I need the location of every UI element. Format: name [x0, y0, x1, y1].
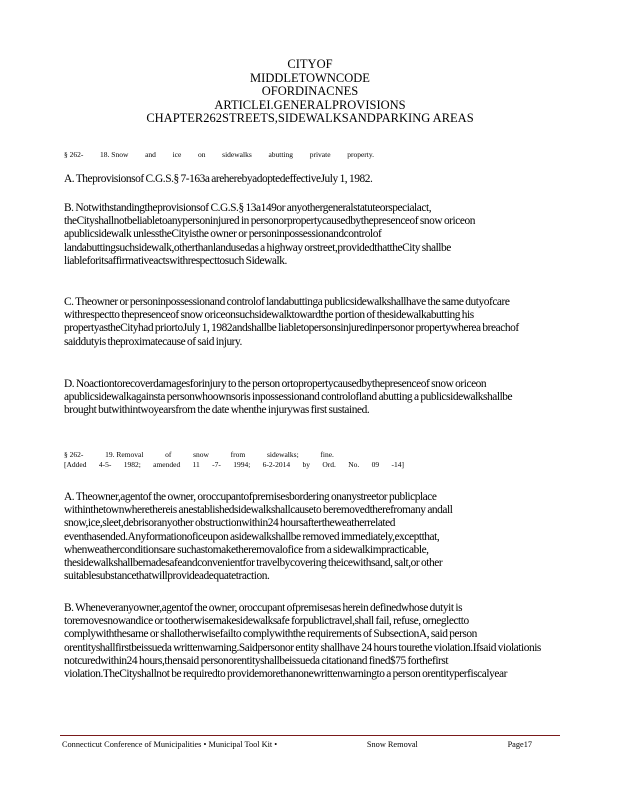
amendment-word: 4-5-	[98, 460, 112, 469]
footer-topic: Snow Removal	[366, 740, 418, 749]
heading-word: and	[145, 150, 156, 159]
amendment-word: 1982;	[123, 460, 141, 469]
footer-rule	[60, 735, 560, 736]
section-18-heading	[64, 150, 374, 159]
heading-word: § 262-	[64, 450, 84, 459]
footer-page-number: Page17	[507, 740, 532, 749]
paragraph-19-b: B. Wheneveranyowner,agentof the owner, oroccupant ofpremisesas herein definedwhose dutyit is toremovesnowandice or tootherwisemakesidewalksafe forpublictravel,shall fail, refuse, orneglectto complywiththesame or shallotherwisefailto complywiththe requirements of SubsectionA, said person orentityshallfirstbeissueda writtenwarning.Saidpersonor entity shallhave 24 hours tourethe violation.Ifsaid violationis notcuredwithin24 hours,thensaid personorentityshallbeissueda citationand fined$75 forthefirst violation.TheCityshallnot be requiredto providemorethanonewrittenwarningto a person orentityperfiscalyear	[64, 602, 541, 681]
header-ordinances: OFORDINACNES	[261, 84, 359, 98]
section-19-amendment	[64, 460, 404, 470]
heading-word: on	[198, 150, 206, 159]
section-19-title	[64, 450, 334, 460]
header-article: ARTICLEI.GENERALPROVISIONS	[214, 97, 406, 112]
heading-word: fine.	[320, 450, 334, 459]
amendment-word: Ord.	[322, 460, 336, 469]
document-header	[60, 58, 560, 126]
heading-word: 18. Snow	[100, 150, 129, 159]
header-city: CITYOF	[287, 57, 333, 71]
paragraph-19-a: A. Theowner,agentof the owner, oroccupantofpremisesbordering onanystreetor publicplace withinthetownwherethereis anestablishedsidewalkshallcauseto beremovedtherefromany andall snow,ice,sleet,debrisoranyother obstructionwithin24 hoursaftertheweatherrelated eventhasended.Anyformationoficeupon asidewalkshallbe removed immediately,exceptthat, whenweatherconditionsare suchastomaketheremovalofice from a sidewalkimpracticable, thesidewalkshallbemadesafeandconvenientfor travelbycovering theicewithsand, salt,or other suitablesubstancethatwillprovideadequatetraction.	[64, 491, 453, 583]
amendment-word: 11	[192, 460, 200, 469]
heading-word: § 262-	[64, 150, 84, 159]
heading-word: property.	[347, 150, 374, 159]
heading-word: sidewalks	[222, 150, 252, 159]
heading-word: of	[165, 450, 172, 459]
heading-word: abutting	[268, 150, 294, 159]
amendment-word: amended	[153, 460, 181, 469]
heading-word: sidewalks;	[266, 450, 299, 459]
amendment-word: 1994;	[233, 460, 251, 469]
amendment-word: -14]	[391, 460, 404, 469]
paragraph-18-b: B. Notwithstandingtheprovisionsof C.G.S.§ 13a149or anyothergeneralstatuteorspecialact, theCityshallnotbeliabletoanypersoninjured in personorpropertycausedbythepresenceof snow oriceon apublicsidewalk unlesstheCityisthe owner or personinpossessionandcontrolof landabuttingsuchsidewalk,otherthanlandusedas a highway orstreet,providedthattheCity shallbe liableforitsaffirmativeactswithrespecttosuch Sidewalk.	[64, 202, 475, 267]
paragraph-18-c: C. Theowner or personinpossessionand controlof landabuttinga publicsidewalkshallhave the same dutyofcare withrespectto thepresenceof snow oriceonsuchsidewalktowardthe portion of thesidewalkabutting his propertyastheCityhad priortoJuly 1, 1982andshallbe liabletopersonsinjuredinpersonor propertywherea breachof saiddutyis theproximatecause of said injury.	[64, 296, 519, 348]
section-19-heading	[64, 450, 404, 470]
paragraph-18-a: A. Theprovisionsof C.G.S.§ 7-163a areherebyadoptedeffectiveJuly 1, 1982.	[64, 173, 373, 185]
page-footer	[62, 740, 532, 749]
header-chapter: CHAPTER262STREETS,SIDEWALKSANDPARKING AREAS	[146, 111, 474, 125]
heading-word: 19. Removal	[105, 450, 144, 459]
amendment-word: by	[302, 460, 310, 469]
footer-publisher: Connecticut Conference of Municipalities • Municipal Tool Kit •	[62, 740, 278, 749]
heading-word: ice	[172, 150, 182, 159]
header-code: MIDDLETOWNCODE	[250, 70, 370, 85]
amendment-word: 6-2-2014	[262, 460, 291, 469]
heading-word: snow	[193, 450, 209, 459]
heading-word: from	[230, 450, 246, 459]
amendment-word: -7-	[212, 460, 221, 469]
paragraph-18-d: D. Noactiontorecoverdamagesforinjury to the person ortopropertycausedbythepresenceof snow oriceon apublicsidewalkagainsta personwhoownsoris inpossessionand controlofland abutting a publicsidewalkshallbe brought butwithintwoyearsfrom the date whenthe injurywas first sustained.	[64, 378, 513, 417]
amendment-word: No.	[348, 460, 360, 469]
amendment-word: 09	[371, 460, 380, 469]
heading-word: private	[309, 150, 331, 159]
amendment-word: [Added	[64, 460, 87, 469]
